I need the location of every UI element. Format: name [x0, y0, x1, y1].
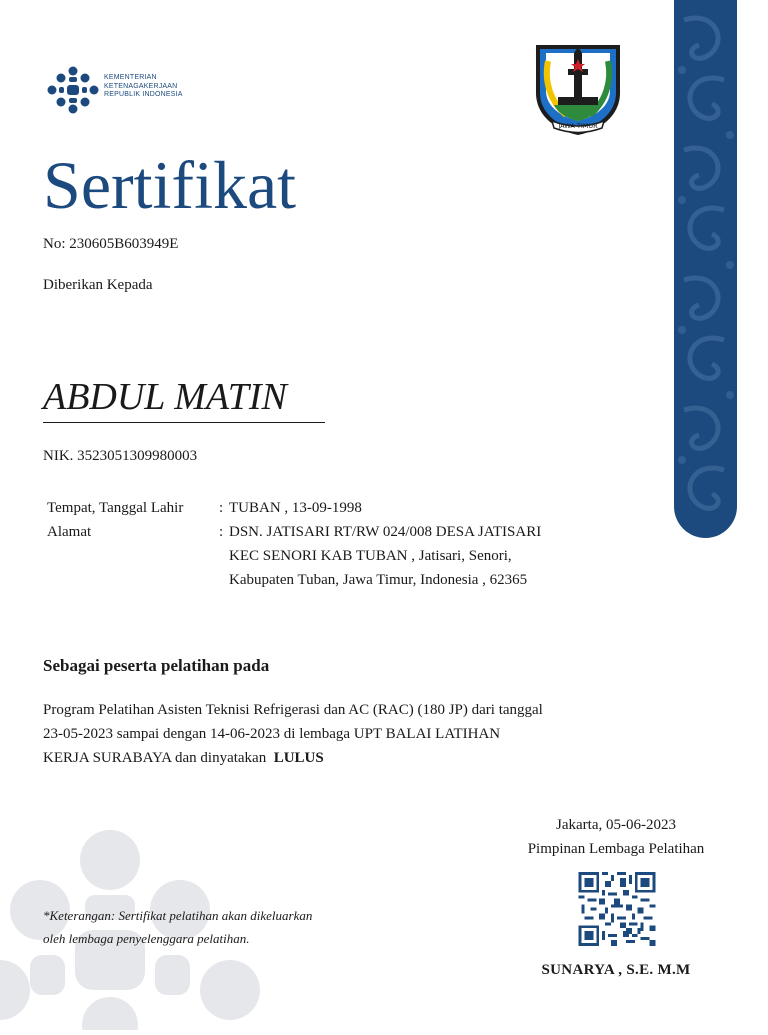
recipient-name: ABDUL MATIN	[43, 374, 325, 423]
province-emblem	[528, 41, 628, 137]
personal-details-table	[47, 496, 609, 592]
result-status: LULUS	[273, 750, 324, 766]
batik-pattern	[674, 0, 737, 538]
east-java-emblem-icon	[528, 41, 628, 137]
ministry-line-2: KETENAGAKERJAAN	[104, 82, 178, 90]
signature-place-date: Jakarta, 05-06-2023	[556, 817, 676, 833]
footnote-line-2: oleh lembaga penyelenggara pelatihan.	[43, 931, 250, 946]
nik-number: NIK. 3523051309980003	[43, 448, 198, 464]
address-label: Alamat	[47, 524, 92, 540]
verification-qr-code[interactable]	[578, 872, 656, 946]
birth-row	[47, 496, 609, 520]
program-line-2: 23-05-2023 sampai dengan 14-06-2023 di lembaga UPT BALAI LATIHAN	[43, 726, 501, 742]
signer-name: SUNARYA , S.E. M.M	[541, 962, 691, 978]
program-line-3-text: KERJA SURABAYA dan dinyatakan	[43, 750, 270, 766]
ministry-emblem-icon	[47, 66, 99, 114]
address-colon: :	[219, 524, 224, 540]
training-heading: Sebagai peserta pelatihan pada	[43, 656, 270, 675]
program-line-3	[43, 746, 663, 770]
ministry-name	[104, 74, 183, 100]
signature-block	[505, 813, 727, 861]
ministry-line-3: REPUBLIK INDONESIA	[104, 91, 183, 98]
footnote	[43, 904, 403, 950]
address-line-3: Kabupaten Tuban, Jawa Timur, Indonesia , 62365	[229, 572, 528, 588]
address-value	[229, 520, 609, 592]
given-to-label: Diberikan Kepada	[43, 277, 153, 293]
decorative-side-band	[674, 0, 737, 538]
program-line-1: Program Pelatihan Asisten Teknisi Refrigerasi dan AC (RAC) (180 JP) dari tanggal	[43, 702, 543, 718]
certificate-title: Sertifikat	[43, 147, 297, 223]
program-description	[43, 698, 663, 770]
address-line-2: KEC SENORI KAB TUBAN , Jatisari, Senori,	[229, 548, 512, 564]
footnote-line-1: *Keterangan: Sertifikat pelatihan akan dikeluarkan	[43, 908, 313, 923]
signature-role: Pimpinan Lembaga Pelatihan	[527, 841, 705, 857]
certificate-number: No: 230605B603949E	[43, 236, 179, 252]
emblem-ribbon-text: JAWA TIMUR	[558, 122, 598, 130]
ministry-logo	[47, 66, 197, 114]
address-row	[47, 520, 609, 592]
birth-label: Tempat, Tanggal Lahir	[47, 500, 184, 516]
birth-value: TUBAN , 13-09-1998	[229, 500, 362, 516]
birth-colon: :	[219, 500, 224, 516]
ministry-line-1: KEMENTERIAN	[104, 74, 157, 81]
address-line-1: DSN. JATISARI RT/RW 024/008 DESA JATISARI	[229, 524, 542, 540]
qr-code-icon	[578, 872, 656, 946]
